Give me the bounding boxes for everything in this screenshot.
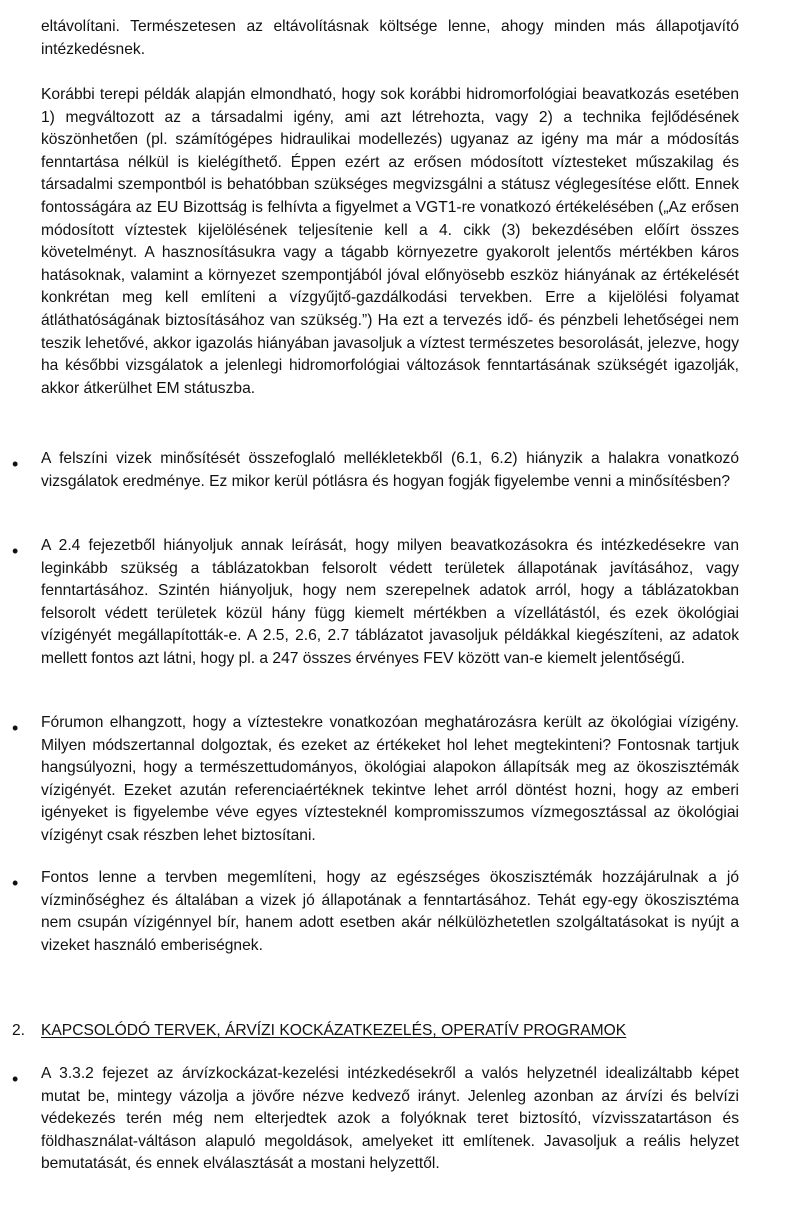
paragraph-continuation: eltávolítani. Természetesen az eltávolításnak költsége lenne, ahogy minden más állapotjavító intézkedésnek. <box>41 18 739 58</box>
bullet-item-ecological-water-demand: Fórumon elhangzott, hogy a víztestekre vonatkozóan meghatározásra került az ökológiai vízigény. Milyen módszertannal dolgoztak, és ezeket az értékeket hol lehet megtekinteni? Fontosnak tartjuk hangsúlyozni, hogy a természettudományos, ökológiai alapokon állapítsák meg az ökoszisztémák vízigényét. Ezeket azután referenciaértéknek tekintve lehet arról döntést hozni, hogy az emberi igényeket is figyelembe véve egyes víztesteknél kompromisszumos vízmegosztással az ökológiai vízigényt csak részben lehet biztosítani. <box>41 714 739 844</box>
bullet-item-ecosystem-services: Fontos lenne a tervben megemlíteni, hogy az egészséges ökoszisztémák hozzájárulnak a jó vízminőséghez és általában a vizek jó állapotának a fenntartásához. Tehát egy-egy ökoszisztéma nem csupán vízigénnyel bír, hanem adott esetben akár nélkülözhetetlen szolgáltatásokat is nyújt a vizeket használó emberiségnek. <box>41 869 739 954</box>
bullet-icon: • <box>12 718 19 738</box>
section-number: 2. <box>12 1022 26 1039</box>
bullet-item-protected-areas: A 2.4 fejezetből hiányoljuk annak leírását, hogy milyen beavatkozásokra és intézkedésekre van leginkább szükség a táblázatokban felsorolt védett területek állapotának javításához, vagy fenntartásához. Szintén hiányoljuk, hogy nem szerepelnek adatok arról, hogy a táblázatokban felsorolt védett területek közül hány függ kiemelt mértékben a vízellátástól, és ezek ökológiai vízigényét megállapították-e. A 2.5, 2.6, 2.7 táblázatot javasoljuk példákkal kiegészíteni, az adatok mellett fontos azt látni, hogy pl. a 247 összes érvényes FEV között van-e kiemelt jelentőségű. <box>41 537 739 667</box>
bullet-icon: • <box>12 1069 19 1089</box>
bullet-item-flood-risk-measures: A 3.3.2 fejezet az árvízkockázat-kezelési intézkedésekről a valós helyzetnél idealizáltabb képet mutat be, mintegy vázolja a jövőre nézve kedvező irányt. Jelenleg azonban az árvízi és belvízi védekezés terén még nem elterjedtek azok a folyóknak teret biztosító, vízvisszatartáson és földhasználat-váltáson alapuló megoldások, amelyeket itt említenek. Javasoljuk a reális helyzet bemutatását, és ennek elválasztását a mostani helyzettől. <box>41 1065 739 1173</box>
paragraph-heavily-modified-waterbodies: Korábbi terepi példák alapján elmondható, hogy sok korábbi hidromorfológiai beavatkozás esetében 1) megváltozott az a társadalmi igény, ami azt létrehozta, vagy 2) a technika fejlődésének köszönhetően (pl. számítógépes hidraulikai modellezés) ugyanaz az igény ma már a módosítás fenntartása nélkül is kielégíthető. Éppen ezért az erősen módosított víztesteket műszakilag és társadalmi szempontból is behatóbban szükséges megvizsgálni a státusz véglegesítése előtt. Ennek fontosságára az EU Bizottság is felhívta a figyelmet a VGT1-re vonatkozó értékelésében („Az erősen módosított víztestek kijelölésének teljesítenie kell a 4. cikk (3) bekezdésében előírt összes követelményt. A hasznosításukra vagy a tágabb környezetre gyakorolt jelentős mértékben káros hatásoknak, valamint a környezet szempontjából jóval előnyösebb eszköz hiányának az értékelését konkrétan meg kell említeni a vízgyűjtő-gazdálkodási tervekben. Erre a kijelölési folyamat átláthatóságának biztosításához van szükség.”) Ha ezt a tervezés idő- és pénzbeli lehetőségei nem teszik lehetővé, akkor igazolás hiányában javasoljuk a víztest természetes besorolását, jelezve, hogy ha későbbi vizsgálatok a jelenlegi hidromorfológiai változások fenntartásának szükségét igazolják, akkor átkerülhet EM státuszba. <box>41 86 739 397</box>
bullet-icon: • <box>12 541 19 561</box>
bullet-icon: • <box>12 454 19 474</box>
bullet-icon: • <box>12 873 19 893</box>
bullet-item-fish-assessment: A felszíni vizek minősítését összefoglaló mellékletekből (6.1, 6.2) hiányzik a halakra vonatkozó vizsgálatok eredménye. Ez mikor kerül pótlásra és hogyan fogják figyelembe venni a minősítésben? <box>41 450 739 490</box>
section-heading: KAPCSOLÓDÓ TERVEK, ÁRVÍZI KOCKÁZATKEZELÉS, OPERATÍV PROGRAMOK <box>41 1022 627 1039</box>
